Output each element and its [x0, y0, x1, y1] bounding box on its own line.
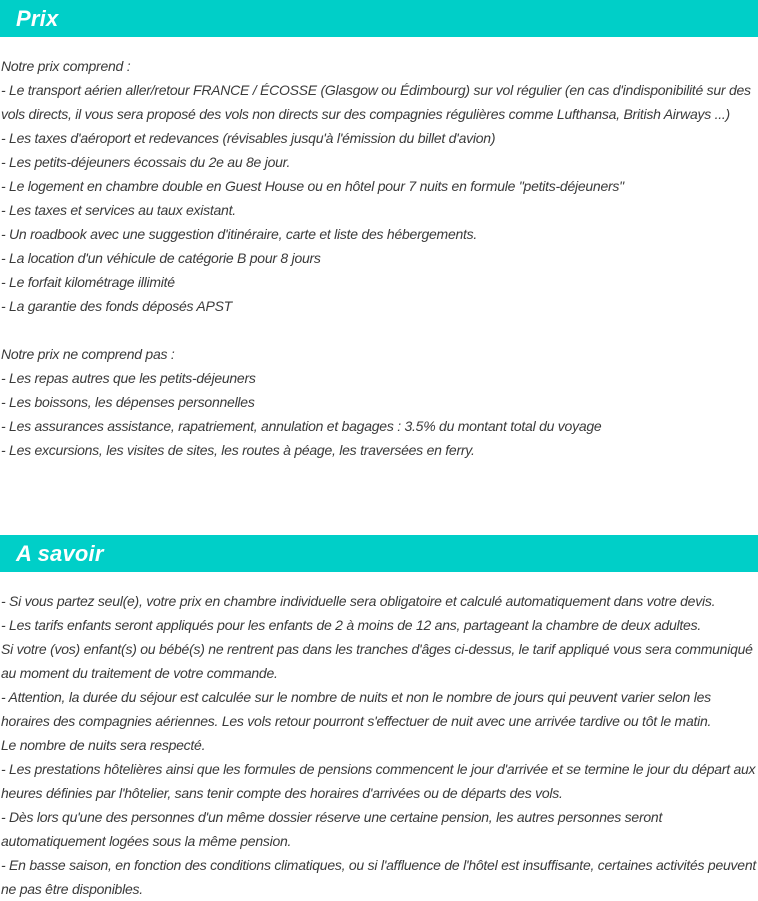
excludes-item: - Les excursions, les visites de sites, les routes à péage, les traversées en ferry. — [1, 442, 475, 458]
a-savoir-section-title: A savoir — [0, 535, 758, 572]
a-savoir-item: - Les prestations hôtelières ainsi que les formules de pensions commencent le jour d'arrivée et se termine le jour du départ aux heures définies par l'hôtelier, sans tenir compte des horaires d'arrivées ou de départs des vols. — [1, 761, 756, 801]
excludes-item: - Les boissons, les dépenses personnelles — [1, 394, 255, 410]
excludes-heading: Notre prix ne comprend pas : — [1, 346, 175, 362]
includes-item: - La location d'un véhicule de catégorie B pour 8 jours — [1, 250, 321, 266]
excludes-item: - Les repas autres que les petits-déjeuners — [1, 370, 256, 386]
includes-item: - Le logement en chambre double en Guest House ou en hôtel pour 7 nuits en formule "petits-déjeuners" — [1, 178, 624, 194]
includes-item: - Le forfait kilométrage illimité — [1, 274, 175, 290]
includes-item: - Un roadbook avec une suggestion d'itinéraire, carte et liste des hébergements. — [1, 226, 478, 242]
includes-item: - Les petits-déjeuners écossais du 2e au 8e jour. — [1, 154, 291, 170]
includes-item: - Les taxes et services au taux existant. — [1, 202, 236, 218]
a-savoir-item: - Dès lors qu'une des personnes d'un même dossier réserve une certaine pension, les autres personnes seront automatiquement logées sous la même pension. — [1, 809, 663, 849]
a-savoir-item: - Les tarifs enfants seront appliqués pour les enfants de 2 à moins de 12 ans, partageant la chambre de deux adultes. — [1, 617, 701, 633]
a-savoir-item: Le nombre de nuits sera respecté. — [1, 737, 206, 753]
includes-item: - Les taxes d'aéroport et redevances (révisables jusqu'à l'émission du billet d'avion) — [1, 130, 496, 146]
a-savoir-item: Si votre (vos) enfant(s) ou bébé(s) ne rentrent pas dans les tranches d'âges ci-dessus, le tarif appliqué vous sera communiqué au moment du traitement de votre commande. — [1, 641, 753, 681]
prix-content — [1, 54, 758, 462]
paragraph-spacer — [1, 318, 758, 342]
a-savoir-item: - Attention, la durée du séjour est calculée sur le nombre de nuits et non le nombre de jours qui peuvent varier selon les horaires des compagnies aériennes. Les vols retour pourront s'effectuer de nuit avec une arrivée tardive ou tôt le matin. — [1, 689, 712, 729]
excludes-item: - Les assurances assistance, rapatriement, annulation et bagages : 3.5% du montant total du voyage — [1, 418, 602, 434]
prix-section-title: Prix — [0, 0, 758, 37]
includes-item: - La garantie des fonds déposés APST — [1, 298, 232, 314]
a-savoir-content — [1, 589, 758, 901]
a-savoir-item: - En basse saison, en fonction des conditions climatiques, ou si l'affluence de l'hôtel est insuffisante, certaines activités peuvent ne pas être disponibles. — [1, 857, 756, 897]
a-savoir-item: - Si vous partez seul(e), votre prix en chambre individuelle sera obligatoire et calculé automatiquement dans votre devis. — [1, 593, 716, 609]
includes-item: - Le transport aérien aller/retour FRANCE / ÉCOSSE (Glasgow ou Édimbourg) sur vol régulier (en cas d'indisponibilité sur des vols directs, il vous sera proposé des vols non directs sur des compagnies régulières comme Lufthansa, British Airways ...) — [1, 82, 751, 122]
includes-heading: Notre prix comprend : — [1, 58, 131, 74]
